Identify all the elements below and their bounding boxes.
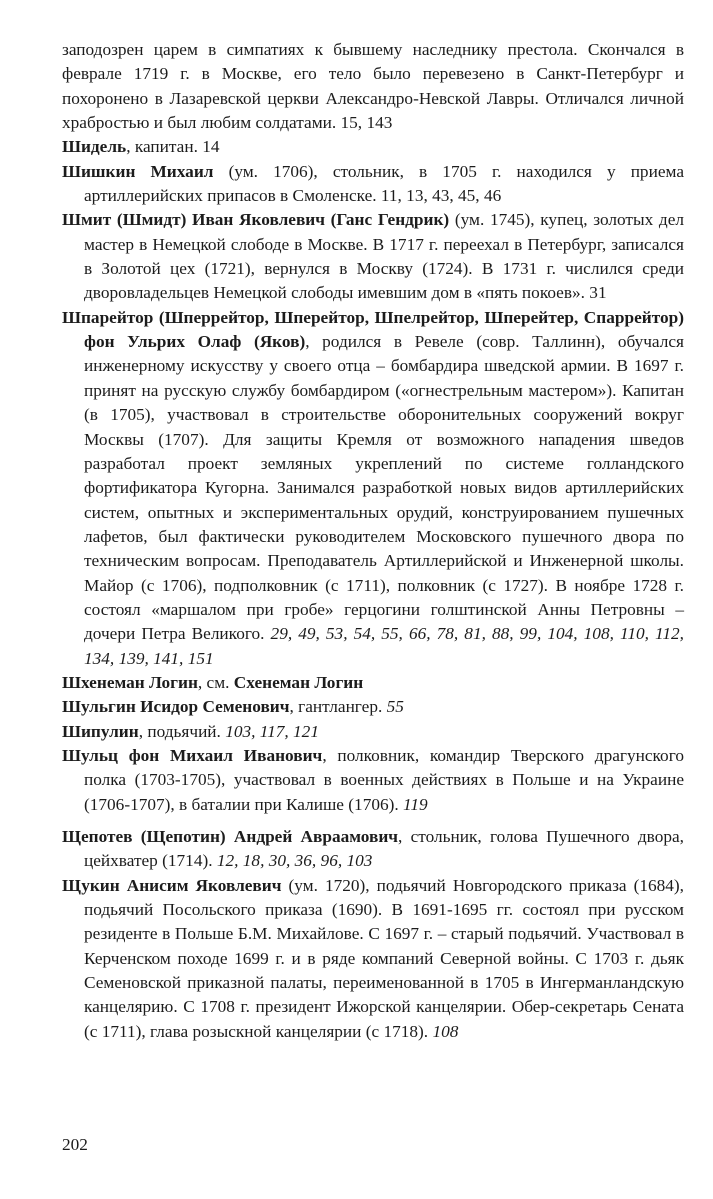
entry-name: Шульгин Исидор Семенович [62,697,290,717]
entry-shipulin [62,720,684,744]
entry-text: , капитан. 14 [126,137,220,157]
entry-shmit [62,208,684,305]
entry-pages: 12, 18, 30, 36, 96, 103 [216,851,373,871]
entry-name: Шпарейтор (Шперрейтор, Шперейтор, Шпелрейтор, Шперейтер, Спаррейтор) фон Ульрих Олаф (Яков) [62,307,684,352]
entry-pages: 108 [432,1021,459,1041]
document-page [62,38,684,1044]
entry-text: , подьячий. [138,721,226,741]
entry-crossref-name: Схенеман Логин [233,672,364,692]
entry-shchepotev [62,825,684,874]
entry-shchukin [62,874,684,1044]
entry-shulc [62,744,684,817]
entry-text: , полковник, командир Тверского драгунского полка (1703-1705), участвовал в военных действиях в Польше и на Украине (1706-1707), в баталии при Калише (1706). [84,745,684,814]
entry-text: , стольник, голова Пушечного двора, цейхватер (1714). [84,827,684,871]
entry-text: заподозрен царем в симпатиях к бывшему наследнику престола. Скончался в феврале 1719 г. в Москве, его тело было перевезено в Санкт-Петербург и похоронено в Лазаревской церкви Александро-Невской Лавры. Отличался личной храбростью и был любим солдатами. 15, 143 [62,40,684,133]
entry-text: , гантлангер. [289,697,387,717]
entry-name: Шишкин Михаил [62,161,214,181]
page-number: 202 [62,1135,88,1154]
entry-continuation [62,38,684,135]
entry-shidel [62,135,684,159]
entry-text: (ум. 1745), купец, золотых дел мастер в Немецкой слободе в Москве. В 1717 г. переехал в Петербург, записался в Золотой цех (1721), вернулся в Москву (1724). В 1731 г. числился среди дворовладельцев Немецкой слободы имевшим дом в «пять покоев». 31 [84,210,684,303]
entry-shpareitor [62,306,684,671]
entry-name: Шхенеман Логин [62,672,198,692]
entry-shheneman [62,671,684,695]
entry-shulgin [62,695,684,719]
entry-text: , родился в Ревеле (совр. Таллинн), обучался инженерному искусству у своего отца – бомбардира шведской армии. В 1697 г. принят на русскую службу бомбардиром («огнестрельным мастером»). Капитан (в 1705), участвовал в строительстве оборонительных сооружений вокруг Москвы (1707). Для защиты Кремля от возможного нападения шведов разработал проект земляных укреплений по системе голландского фортификатора Кугорна. Занимался разработкой новых видов артиллерийских систем, опытных и экспериментальных орудий, конструированием пушечных лафетов, был фактически руководителем Московского пушечного двора по техническим вопросам. Преподаватель Артиллерийской и Инженерной школы. Майор (с 1706), подполковник (с 1711), полковник (с 1727). В ноябре 1728 г. состоял «маршалом при гробе» герцогини голштинской Анны Петровны – дочери Петра Великого. [84,332,684,644]
entry-name: Щукин Анисим Яковлевич [62,875,282,895]
entry-pages: 55 [386,697,404,717]
entry-name: Шмит (Шмидт) Иван Яковлевич (Ганс Гендрик) [62,210,450,230]
entry-shishkin [62,160,684,209]
entry-name: Шидель [62,137,127,157]
entry-pages: 119 [403,794,428,814]
entry-name: Шипулин [62,721,139,741]
entry-text: , см. [197,672,234,692]
entry-name: Шульц фон Михаил Иванович [62,745,323,765]
entry-name: Щепотев (Щепотин) Андрей Авраамович [62,827,399,846]
entry-pages: 103, 117, 121 [225,721,319,741]
entry-pages: 29, 49, 53, 54, 55, 66, 78, 81, 88, 99, 104, 108, 110, 112, 134, 139, 141, 151 [84,624,684,668]
entry-text: (ум. 1720), подьячий Новгородского приказа (1684), подьячий Посольского приказа (1690). В 1691-1695 гг. состоял при русском резиденте в Польше Б.М. Михайлове. С 1697 г. – старый подьячий. Участвовал в Керченском походе 1699 г. и в ряде компаний Северной войны. С 1703 г. дьяк Семеновской приказной палаты, переименованной в 1705 в Ингерманландскую канцелярию. С 1708 г. президент Ижорской канцелярии. Обер-секретарь Сената (с 1711), глава розыскной канцелярии (с 1718). [84,875,684,1041]
entry-text: (ум. 1706), стольник, в 1705 г. находился у приема артиллерийских припасов в Смоленске. 11, 13, 43, 45, 46 [84,161,684,206]
